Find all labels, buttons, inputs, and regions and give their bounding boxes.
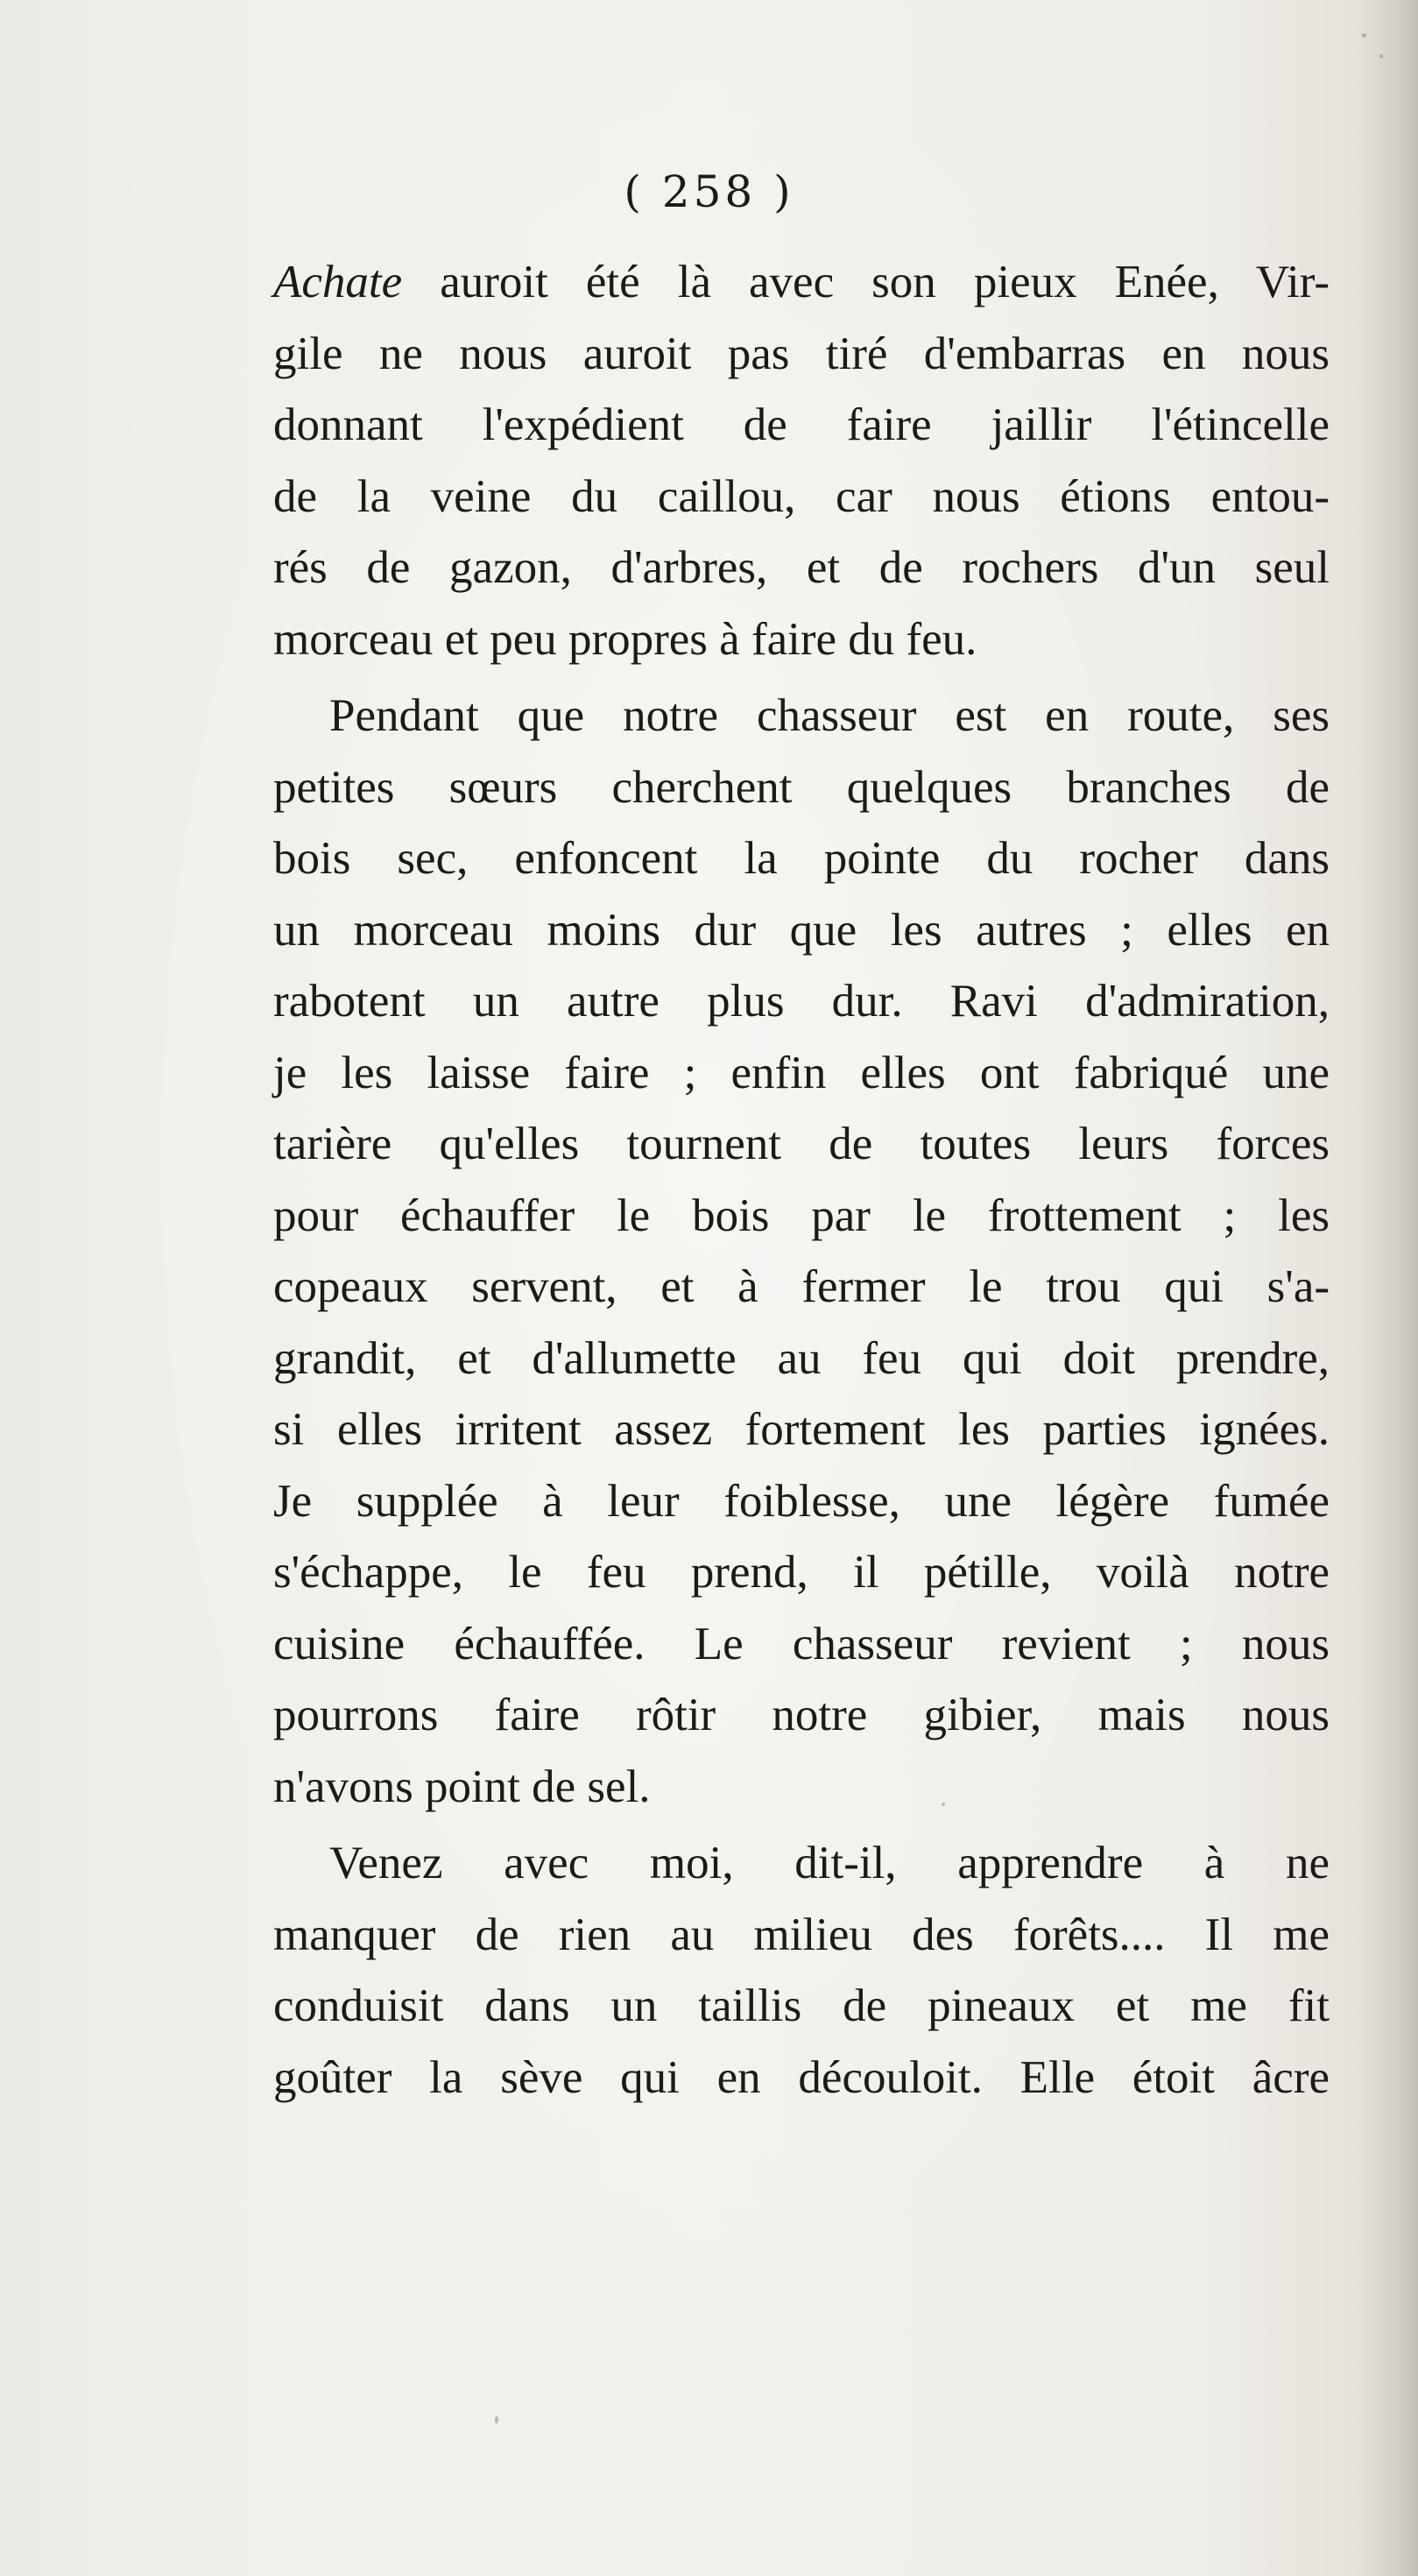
text-line: Venez avec moi, dit-il, apprendre à ne: [329, 1838, 1330, 1888]
paper-speck: [1362, 33, 1366, 38]
text-line: Je supplée à leur foiblesse, une légère fumée: [273, 1475, 1330, 1527]
text-line: n'avons point de sel.: [273, 1761, 651, 1812]
text-line: donnant l'expédient de faire jaillir l'étincelle: [273, 399, 1330, 450]
text-line: si elles irritent assez fortement les parties ignées.: [273, 1404, 1330, 1455]
text-line: un morceau moins dur que les autres ; elles en: [273, 904, 1330, 956]
text-line: grandit, et d'allumette au feu qui doit prendre,: [273, 1332, 1330, 1384]
text-line: morceau et peu propres à faire du feu.: [273, 613, 977, 665]
text-line: copeaux servent, et à fermer le trou qui s'a-: [273, 1261, 1330, 1312]
text-line: conduisit dans un taillis de pineaux et me fit: [273, 1980, 1330, 2031]
text-line: goûter la sève qui en découloit. Elle étoit âcre: [273, 2051, 1330, 2103]
text-line: gile ne nous auroit pas tiré d'embarras en nous: [273, 328, 1330, 379]
text-line: tarière qu'elles tournent de toutes leurs forces: [273, 1119, 1330, 1169]
text-line: petites sœurs cherchent quelques branches de: [273, 761, 1330, 813]
text-line: rés de gazon, d'arbres, et de rochers d'un seul: [273, 542, 1330, 593]
page-edge-shadow: [1357, 0, 1418, 2576]
text-line: Pendant que notre chasseur est en route, ses: [329, 690, 1330, 741]
text-line: je les laisse faire ; enfin elles ont fabriqué une: [273, 1047, 1330, 1098]
text-line: Achate auroit été là avec son pieux Enée, Vir-: [273, 257, 1330, 307]
text-line: manquer de rien au milieu des forêts.... Il me: [273, 1909, 1330, 1960]
paper-speck: [1379, 54, 1383, 58]
text-line: bois sec, enfoncent la pointe du rocher dans: [273, 833, 1330, 884]
text-line: pour échauffer le bois par le frottement ; les: [273, 1189, 1330, 1241]
text-line: de la veine du caillou, car nous étions entou-: [273, 470, 1330, 522]
text-line: s'échappe, le feu prend, il pétille, voilà notre: [273, 1547, 1330, 1598]
text-line: rabotent un autre plus dur. Ravi d'admiration,: [273, 976, 1330, 1027]
text-line: pourrons faire rôtir notre gibier, mais nous: [273, 1690, 1330, 1740]
italic-name: Achate: [273, 257, 403, 307]
text-line: cuisine échauffée. Le chasseur revient ; nous: [273, 1618, 1330, 1669]
paper-speck: [495, 2416, 498, 2424]
page-number: ( 258 ): [624, 166, 794, 217]
body-text: [273, 247, 1330, 2114]
